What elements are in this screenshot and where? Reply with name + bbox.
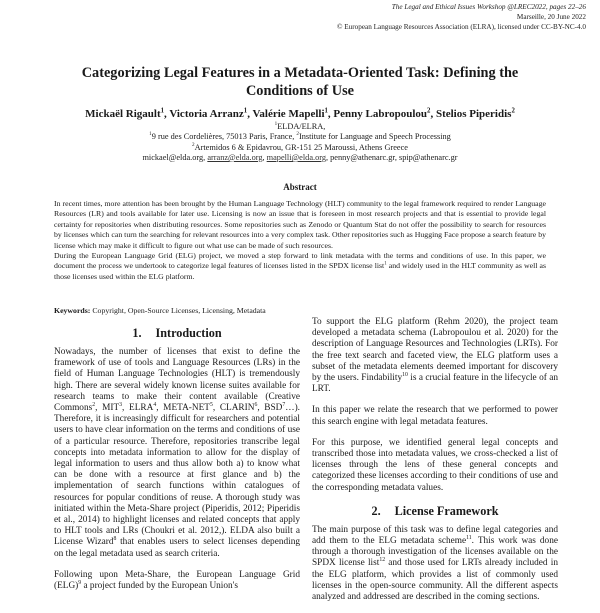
author: Stelios Piperidis [435,108,512,120]
body-paragraph: To support the ELG platform (Rehm 2020), the project team developed a metadata schema (Labropoulou et al. 2020) for the description of Language Resources and Technologies (LRTs). For the free text search and faceted view, the ELG platform uses a subset of the metadata elements deemed important for discovery by the users. Findability$^{10}$ is a crucial feature in the lifecycle of an LRT. [312,317,558,395]
address-2: Artemidos 6 & Epidavrou, GR-151 25 Maroussi, Athens Greece [194,142,408,152]
affiliation-1: ELDA/ELRA, [277,122,326,131]
author: Mickaël Rigault [85,108,161,120]
affiliation-2: Institute for Language and Speech Processing [298,132,451,142]
column-left [54,322,300,602]
email: spip@athenarc.gr [398,152,458,162]
body-paragraph: Following upon Meta-Share, the European Language Grid (ELG)$^9$ a project funded by the European Union's [54,569,300,592]
author: Victoria Arranz [169,108,244,120]
address-1: 9 rue des Cordelières, 75013 Paris, France, [151,132,297,142]
abstract-heading: Abstract [283,182,317,192]
body-paragraph: In this paper we relate the research that we performed to power this search engine with legal metadata features. [312,405,558,427]
section-heading-introduction: 1. Introduction [132,326,222,340]
email-list: mickael@elda.org, arranz@elda.org, mapelli@elda.org, penny@athenarc.gr, spip@athenarc.gr [142,152,458,162]
email: penny@athenarc.gr [330,152,395,162]
body-paragraph: Nowadays, the number of licenses that exist to define the framework of use of tools and Language Resources (LRs) in the field of Human Language Technologies (HLT) is tremendously high. There are several widely known license suites available for research teams to make their content available (Creative Commons$^2$, MIT$^3$, ELRA$^4$, META-NET$^5$, CLARIN$^6$, BSD$^7$…). Therefore, it is increasingly difficult for researchers and potential users to have clear information on the terms and conditions of use of a particular resource. Therefore, repositories transcribe legal concepts into metadata information to allow for the display of legal information to users and thus allow both a) to know what can be done with a resource at first glance and b) the implementation of search functions within catalogues of resources for popular conditions of reuse. A thorough study was initiated within the Meta-Share project (Piperidis, 2012; Piperidis et al., 2014) to highlight licenses and related concepts that apply to HLT tools and LRs (Choukri et al. 2012,). ELDA also built a License Wizard$^8$ that enables users to select licenses depending on the legal metadata used as search criteria. [54,347,301,559]
column-right [312,317,558,613]
paper-title: Categorizing Legal Features in a Metadata-Oriented Task: Defining the Conditions of Use [81,65,519,99]
keywords-label: Keywords: [54,306,91,315]
body-paragraph: For this purpose, we identified general legal concepts and transcribed those into metadata values, we cross-checked a list of licenses through the lens of these general concepts and categorized these licenses according to their conditions of use and the corresponding metadata values. [312,437,558,493]
abstract-paragraph: During the European Language Grid (ELG) project, we moved a step forward to link metadata with the terms and conditions of use. In this paper, we document the process we undertook to categorize legal features of licenses listed in the SPDX license list$^1$ and widely used in the HLT community as well as those licenses used within the ELG platform. [54,251,546,281]
author-list: Mickaël Rigault$^1$, Victoria Arranz$^1$, Valérie Mapelli$^1$, Penny Labropoulou$^2$, Stelios Piperidis$^2$ [85,107,515,120]
keywords-text: Copyright, Open-Source Licenses, Licensing, Metadata [90,306,266,315]
email-link[interactable]: arranz@elda.org [207,152,263,162]
body-paragraph: The main purpose of this task was to define legal categories and add them to the ELG metadata scheme$^{11}$. This work was done through a thorough investigation of the licenses available on the SPDX license list$^{12}$ and those used for LRTs already included in the ELG platform, which provides a list of commonly used licenses in the open-source community. All the different aspects analyzed and addressed are described in the coming sections. [312,524,558,603]
abstract-body [54,199,546,282]
section-heading-license-framework: 2. License Framework [371,503,499,518]
abstract-paragraph: In recent times, more attention has been brought by the Human Language Technology (HLT) community to the legal framework required to render Language Resources (LR) and tools available for later use. Licensing is now an issue that is foreseen in most research projects and that is essential to provide legal certainty for repositories when distributing resources. Some repositories such as Zenodo or Quantum Stat do not offer the possibility to search for resources by licenses which can turn the searching for relevant resources into a very complex task. Other repositories such as Hugging Face propose a search feature by license which may make it difficult to figure out what use can be made of such resources. [54,199,546,250]
author: Penny Labropoulou [333,108,428,120]
location-date: Marseille, 20 June 2022 [516,13,586,21]
affiliations: $^1$ELDA/ELRA, $^1$9 rue des Cordelières, 75013 Paris, France, $^2$Institute for Language and Speech Processing $^2$Artemidos 6 & Epidavrou, GR-151 25 Maroussi, Athens Greece mickael@elda.org, arranz@elda.org, mapelli@elda.org, penny@athenarc.gr, spip@athenarc.gr [20,122,580,163]
copyright-license: © European Language Resources Association (ELRA), licensed under CC-BY-NC-4.0 [337,23,586,31]
author: Valérie Mapelli [252,108,325,120]
page-header [337,2,586,32]
email: mickael@elda.org [142,152,204,162]
workshop-info: The Legal and Ethical Issues Workshop @LREC2022, pages 22–26 [391,3,586,11]
keywords [54,306,266,315]
email-link[interactable]: mapelli@elda.org [266,152,326,162]
